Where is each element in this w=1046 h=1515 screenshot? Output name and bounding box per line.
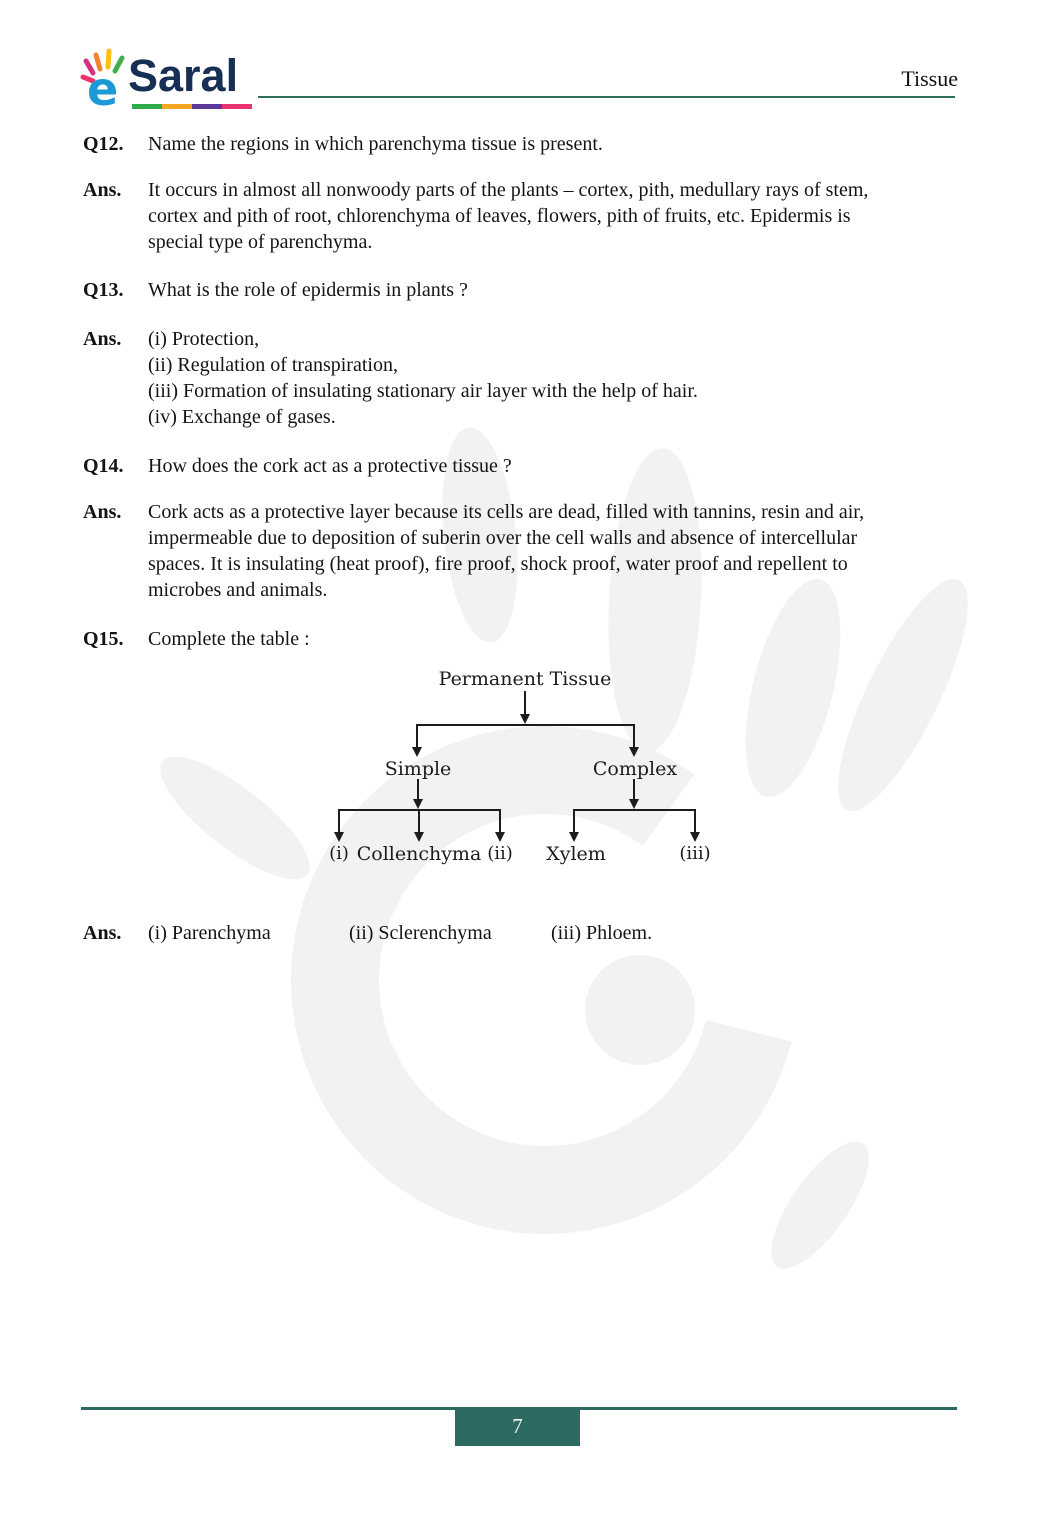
diagram-node-complex: Complex <box>592 758 678 780</box>
diagram-node-blank-i: (i) <box>329 843 349 864</box>
answer-line: spaces. It is insulating (heat proof), fire proof, shock proof, water proof and repellent to <box>148 553 848 575</box>
diagram-node-simple: Simple <box>384 758 452 780</box>
brand-e-glyph: e <box>87 62 119 110</box>
answer-label: Ans. <box>83 179 122 201</box>
logo-underline <box>132 104 252 109</box>
underline-segment-purple <box>192 104 222 109</box>
esaral-logo <box>80 48 260 110</box>
answer-text <box>148 177 1006 255</box>
answer-label: Ans. <box>83 922 122 944</box>
answer-label: Ans. <box>83 328 122 350</box>
question-label: Q12. <box>83 133 124 155</box>
answer-line: (iii) Formation of insulating stationary air layer with the help of hair. <box>148 380 698 402</box>
underline-segment-pink <box>222 104 252 109</box>
underline-segment-orange <box>162 104 192 109</box>
page-number-badge <box>455 1407 580 1446</box>
question-label: Q14. <box>83 455 124 477</box>
question-label: Q13. <box>83 279 124 301</box>
answer-item-phloem: (iii) Phloem. <box>551 922 653 944</box>
answer-text <box>148 499 1006 603</box>
answer-line: (ii) Regulation of transpiration, <box>148 354 398 376</box>
answer-text <box>148 920 1006 946</box>
answer-line: (iv) Exchange of gases. <box>148 406 336 428</box>
answer-line: It occurs in almost all nonwoody parts of the plants – cortex, pith, medullary rays of stem, <box>148 179 869 201</box>
question-text: How does the cork act as a protective tissue ? <box>148 455 512 477</box>
diagram-node-blank-ii: (ii) <box>487 843 513 864</box>
question-text: Name the regions in which parenchyma tissue is present. <box>148 133 603 155</box>
diagram-node-xylem: Xylem <box>546 843 606 865</box>
permanent-tissue-diagram <box>300 660 730 885</box>
diagram-node-root: Permanent Tissue <box>438 668 612 690</box>
answer-line: (i) Protection, <box>148 328 260 350</box>
answer-line: Cork acts as a protective layer because its cells are dead, filled with tannins, resin and air, <box>148 501 865 523</box>
answer-item-parenchyma: (i) Parenchyma <box>148 922 271 944</box>
answer-line: impermeable due to deposition of suberin over the cell walls and absence of intercellular <box>148 527 858 549</box>
answer-line: microbes and animals. <box>148 579 328 601</box>
header-divider <box>258 96 955 98</box>
answer-row-q15 <box>83 920 1006 946</box>
answer-row-q14 <box>83 499 1006 603</box>
question-row-q13 <box>83 277 1006 303</box>
diagram-node-collenchyma: Collenchyma <box>356 843 482 865</box>
diagram-node-blank-iii: (iii) <box>679 843 711 864</box>
page-number: 7 <box>512 1414 523 1438</box>
answer-row-q13 <box>83 326 1006 430</box>
answer-item-sclerenchyma: (ii) Sclerenchyma <box>349 922 492 944</box>
question-row-q12 <box>83 131 1006 157</box>
underline-segment-green <box>132 104 162 109</box>
question-row-q15 <box>83 626 1006 652</box>
page-title: Tissue <box>901 66 958 91</box>
answer-line: cortex and pith of root, chlorenchyma of leaves, flowers, pith of fruits, etc. Epidermis is <box>148 205 851 227</box>
answer-row-q12 <box>83 177 1006 255</box>
brand-name: Saral <box>128 50 239 101</box>
question-text: What is the role of epidermis in plants ? <box>148 279 468 301</box>
question-row-q14 <box>83 453 1006 479</box>
answer-line: special type of parenchyma. <box>148 231 373 253</box>
question-label: Q15. <box>83 628 124 650</box>
answer-label: Ans. <box>83 501 122 523</box>
answer-text <box>148 326 1006 430</box>
question-text: Complete the table : <box>148 628 310 650</box>
